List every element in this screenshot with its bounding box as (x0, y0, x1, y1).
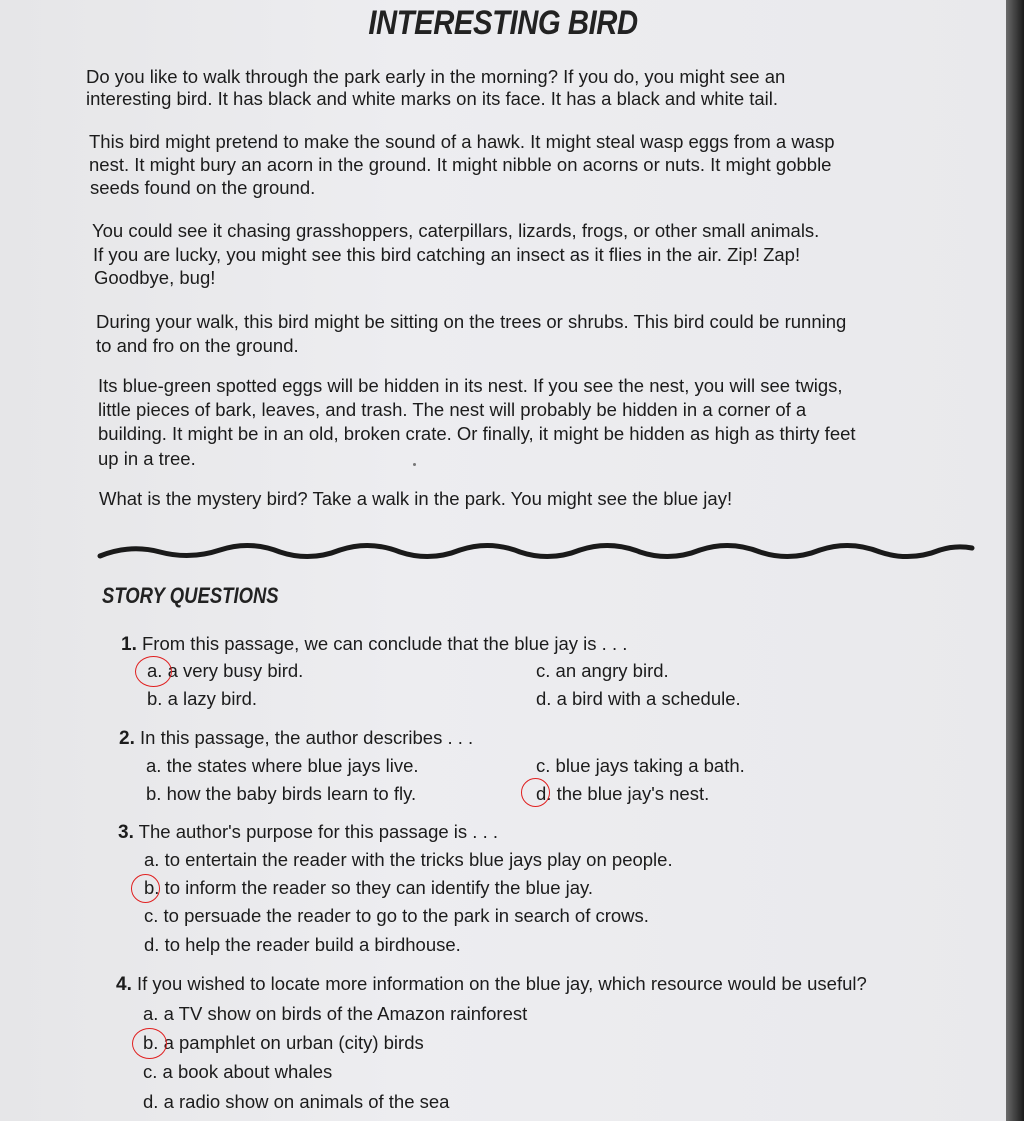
answer-option[interactable] (143, 1032, 424, 1054)
option-text: a radio show on animals of the sea (163, 1091, 450, 1112)
option-letter: c. (536, 660, 551, 681)
option-letter: b. (146, 783, 162, 804)
question-text: If you wished to locate more information on the blue jay, which resource would be useful? (137, 973, 867, 994)
option-letter: b. (147, 688, 163, 709)
wavy-divider (96, 536, 976, 570)
paragraph-line: Its blue-green spotted eggs will be hidden in its nest. If you see the nest, you will see twigs, (98, 375, 843, 396)
answer-circle-mark (131, 874, 160, 903)
question-text: From this passage, we can conclude that the blue jay is . . . (142, 633, 628, 654)
option-letter: d. (144, 934, 160, 955)
option-text: an angry bird. (555, 660, 669, 681)
option-text: a TV show on birds of the Amazon rainforest (163, 1003, 528, 1024)
answer-option[interactable] (536, 688, 741, 710)
option-letter: d. (536, 688, 552, 709)
paragraph-line: interesting bird. It has black and white marks on its face. It has a black and white tail. (86, 88, 779, 109)
answer-option[interactable] (144, 877, 593, 899)
option-text: to persuade the reader to go to the park in search of crows. (163, 905, 649, 926)
option-letter: d. (143, 1091, 159, 1112)
page-title: INTERESTING BIRD (368, 4, 638, 42)
paragraph-line: Do you like to walk through the park early in the morning? If you do, you might see an (86, 66, 786, 87)
paragraph-line: to and fro on the ground. (96, 335, 299, 356)
question-3 (118, 821, 498, 844)
option-letter: b. (144, 877, 160, 898)
option-letter: c. (143, 1061, 158, 1082)
question-1 (121, 633, 627, 656)
option-letter: a. (147, 660, 163, 681)
option-text: a very busy bird. (167, 660, 304, 681)
option-text: a lazy bird. (167, 688, 258, 709)
option-letter: c. (536, 755, 551, 776)
section-title: STORY QUESTIONS (102, 583, 279, 608)
question-number: 2. (119, 728, 135, 749)
paragraph-line: nest. It might bury an acorn in the ground. It might nibble on acorns or nuts. It might gobble (89, 154, 832, 175)
answer-option[interactable] (144, 905, 649, 927)
option-text: blue jays taking a bath. (555, 755, 745, 776)
paragraph-line: During your walk, this bird might be sitting on the trees or shrubs. This bird could be running (96, 311, 847, 332)
answer-option[interactable] (146, 783, 416, 805)
option-text: the states where blue jays live. (166, 755, 419, 776)
answer-circle-mark (132, 1028, 167, 1059)
option-text: a book about whales (162, 1061, 333, 1082)
option-text: the blue jay's nest. (556, 783, 710, 804)
answer-circle-mark (135, 656, 172, 687)
answer-option[interactable] (536, 660, 669, 682)
answer-option[interactable] (143, 1003, 527, 1025)
question-number: 4. (116, 974, 132, 995)
question-text: In this passage, the author describes . . . (140, 727, 474, 748)
option-letter: a. (146, 755, 162, 776)
option-letter: a. (143, 1003, 159, 1024)
question-number: 1. (121, 634, 137, 655)
paragraph-line: This bird might pretend to make the sound of a hawk. It might steal wasp eggs from a wasp (89, 131, 835, 152)
question-text: The author's purpose for this passage is . . . (138, 821, 499, 842)
paragraph-line: What is the mystery bird? Take a walk in the park. You might see the blue jay! (99, 488, 733, 509)
answer-option[interactable] (144, 934, 461, 956)
option-text: a bird with a schedule. (556, 688, 741, 709)
question-4 (116, 973, 867, 996)
paragraph-line: little pieces of bark, leaves, and trash. The nest will probably be hidden in a corner of a (98, 399, 807, 420)
option-letter: c. (144, 905, 159, 926)
page-edge-shadow (1006, 0, 1024, 1121)
answer-option[interactable] (144, 849, 673, 871)
answer-option[interactable] (536, 755, 745, 777)
option-letter: b. (143, 1032, 159, 1053)
option-text: a pamphlet on urban (city) birds (163, 1032, 424, 1053)
paragraph-line: building. It might be in an old, broken crate. Or finally, it might be hidden as high as thirty feet (98, 423, 856, 444)
option-text: how the baby birds learn to fly. (166, 783, 417, 804)
paragraph-line: If you are lucky, you might see this bird catching an insect as it flies in the air. Zip! Zap! (93, 244, 801, 265)
answer-option[interactable] (143, 1061, 332, 1083)
option-letter: a. (144, 849, 160, 870)
paragraph-line: Goodbye, bug! (94, 267, 216, 288)
answer-option[interactable] (146, 755, 419, 777)
answer-option[interactable] (147, 688, 257, 710)
answer-option[interactable] (536, 783, 709, 805)
option-text: to inform the reader so they can identify the blue jay. (164, 877, 594, 898)
paragraph-line: seeds found on the ground. (90, 177, 316, 198)
answer-option[interactable] (143, 1091, 449, 1113)
option-text: to entertain the reader with the tricks blue jays play on people. (164, 849, 673, 870)
paragraph-line: You could see it chasing grasshoppers, caterpillars, lizards, frogs, or other small animals. (92, 220, 820, 241)
paragraph-line: up in a tree. (98, 448, 196, 469)
paper-speck (413, 463, 416, 466)
option-letter: d. (536, 783, 552, 804)
question-2 (119, 727, 473, 750)
question-number: 3. (118, 822, 134, 843)
answer-circle-mark (521, 778, 550, 807)
option-text: to help the reader build a birdhouse. (164, 934, 461, 955)
